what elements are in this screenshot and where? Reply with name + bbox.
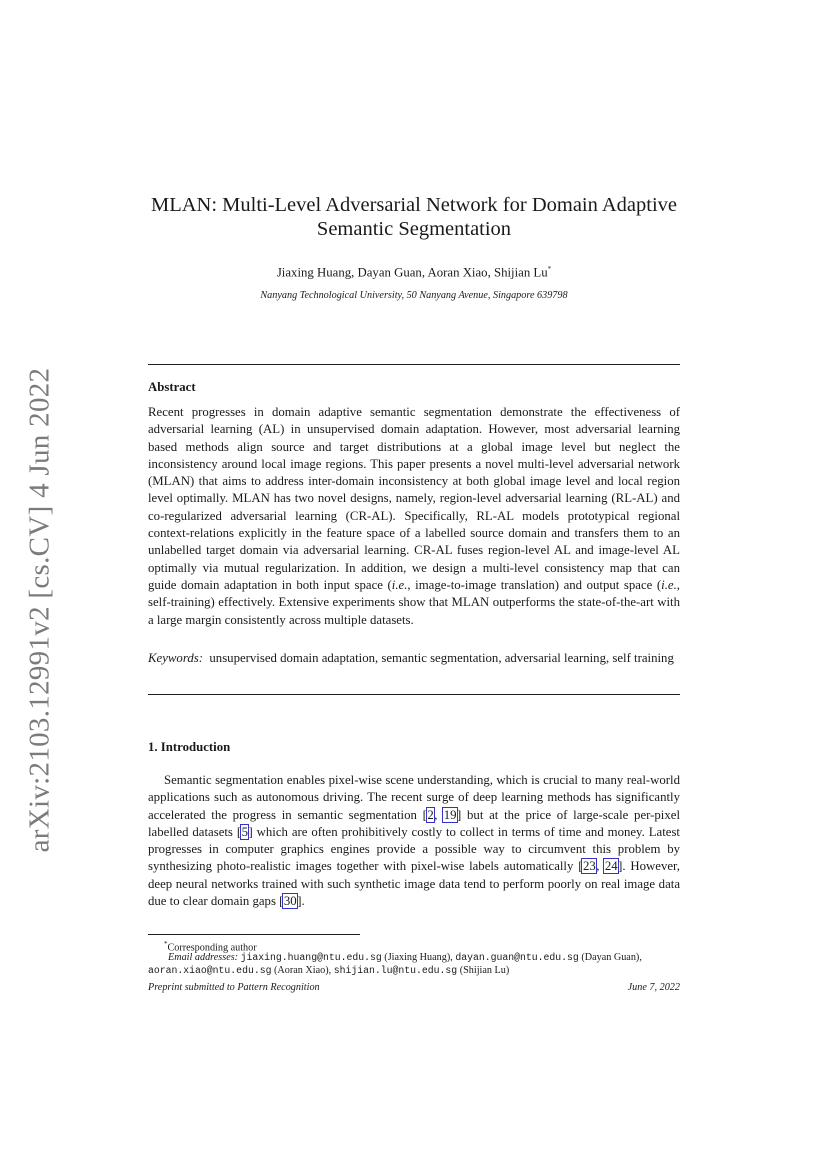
corresponding-mark: * bbox=[547, 265, 552, 273]
arxiv-sidebar bbox=[0, 0, 80, 1171]
section-heading-introduction: 1. Introduction bbox=[148, 740, 231, 754]
abstract-ie-1: i.e. bbox=[391, 577, 408, 592]
email-owner: (Aoran Xiao), bbox=[274, 965, 332, 977]
abstract-text-a: Recent progresses in domain adaptive semantic segmentation demonstrate the effectiveness of adversarial learning (AL) in unsupervised domain adaptation. However, most adversarial learning based methods align source and target distributions at a global image level but neglect the inconsistency around local image regions. This paper presents a novel multi-level adversarial network (MLAN) that aims to address inter-domain inconsistency at both global image level and local region level optimally. MLAN has two novel designs, namely, region-level adversarial learning (RL-AL) and co-regularized adversarial learning (CR-AL). Specifically, RL-AL models prototypical regional context-relations explicitly in the feature space of a labelled source domain and transfers them to an unlabelled target domain via adversarial learning. CR-AL fuses region-level AL and image-level AL optimally via mutual regularization. In addition, we design a multi-level consistency map that can guide domain adaptation in both input space ( bbox=[148, 405, 680, 592]
intro-text-5: . bbox=[301, 894, 305, 909]
email-label: Email addresses: bbox=[168, 952, 239, 963]
intro-text-2: but at the price of large-scale per-pixel labelled datasets bbox=[148, 807, 680, 839]
author-list bbox=[140, 265, 688, 280]
citation-link[interactable]: 24 bbox=[604, 859, 618, 874]
abstract-heading: Abstract bbox=[148, 380, 196, 394]
abstract-ie-2: i.e. bbox=[661, 577, 677, 592]
footnote-mark: * bbox=[164, 940, 168, 948]
email-owner: (Shijian Lu) bbox=[459, 965, 510, 977]
footnote-emails bbox=[148, 951, 680, 977]
email-link[interactable]: aoran.xiao@ntu.edu.sg bbox=[148, 965, 272, 977]
abstract-body bbox=[148, 404, 680, 629]
citation-link[interactable]: 19 bbox=[443, 807, 457, 822]
footnote-rule bbox=[148, 934, 360, 935]
email-owner: (Jiaxing Huang), bbox=[384, 952, 453, 963]
citation-link[interactable]: 2 bbox=[427, 807, 434, 822]
paper-title bbox=[140, 193, 688, 241]
email-owner: (Dayan Guan), bbox=[581, 952, 642, 963]
introduction-paragraph: Semantic segmentation enables pixel-wise scene understanding, which is crucial to many real-world applications such as autonomous driving. The recent surge of deep learning methods has significantly accelerated the progress in semantic segmentation [2, 19] but at the price of large-scale per-pixel labelled datasets [5] which are often prohibitively costly to collect in terms of time and money. Latest progresses in computer graphics engines provide a possible way to circumvent this problem by synthesizing photo-realistic images together with pixel-wise labels automatically [23, 24]. However, deep neural networks trained with such synthetic image data tend to perform poorly on real image data due to clear domain gaps [30]. bbox=[148, 773, 680, 909]
arxiv-stamp: arXiv:2103.12991v2 [cs.CV] 4 Jun 2022 bbox=[23, 367, 56, 853]
preprint-date: June 7, 2022 bbox=[627, 982, 680, 993]
email-link[interactable]: shijian.lu@ntu.edu.sg bbox=[333, 965, 458, 977]
citation-link[interactable]: 23 bbox=[582, 859, 596, 874]
abstract-text-c: , self-training) effectively. Extensive experiments show that MLAN outperforms the state-of-the-art with a large margin consistently across multiple datasets. bbox=[148, 577, 680, 627]
email-link[interactable]: jiaxing.huang@ntu.edu.sg bbox=[240, 952, 382, 963]
citation-link[interactable]: 30 bbox=[283, 894, 297, 909]
preprint-note: Preprint submitted to Pattern Recognition bbox=[148, 982, 320, 993]
abstract-text-b: , image-to-image translation) and output space ( bbox=[407, 577, 662, 592]
title-line-2: Semantic Segmentation bbox=[316, 218, 512, 240]
abstract-top-rule bbox=[148, 364, 680, 365]
email-link[interactable]: dayan.guan@ntu.edu.sg bbox=[455, 952, 579, 963]
footnote-corr-text: Corresponding author bbox=[167, 942, 257, 954]
authors-text: Jiaxing Huang, Dayan Guan, Aoran Xiao, Shijian Lu bbox=[276, 265, 548, 280]
abstract-bottom-rule bbox=[148, 694, 680, 695]
citation-link[interactable]: 5 bbox=[241, 824, 248, 839]
affiliation: Nanyang Technological University, 50 Nanyang Avenue, Singapore 639798 bbox=[260, 290, 568, 301]
keywords-label: Keywords: bbox=[148, 651, 203, 665]
title-line-1: MLAN: Multi-Level Adversarial Network for Domain Adaptive bbox=[150, 194, 678, 216]
intro-text-1: Semantic segmentation enables pixel-wise scene understanding, which is crucial to many real-world applications such as autonomous driving. The recent surge of deep learning methods has significantly accelerated the progress in semantic segmentation bbox=[148, 773, 680, 822]
intro-text-4: . However, deep neural networks trained with such synthetic image data tend to perform poorly on real image data due to clear domain gaps bbox=[148, 859, 680, 909]
intro-text-3: which are often prohibitively costly to collect in terms of time and money. Latest progresses in computer graphics engines provide a possible way to circumvent this problem by synthesizing photo-realistic images together with pixel-wise labels automatically bbox=[148, 824, 680, 874]
keywords bbox=[148, 650, 680, 667]
keywords-text: unsupervised domain adaptation, semantic segmentation, adversarial learning, self training bbox=[209, 651, 674, 665]
